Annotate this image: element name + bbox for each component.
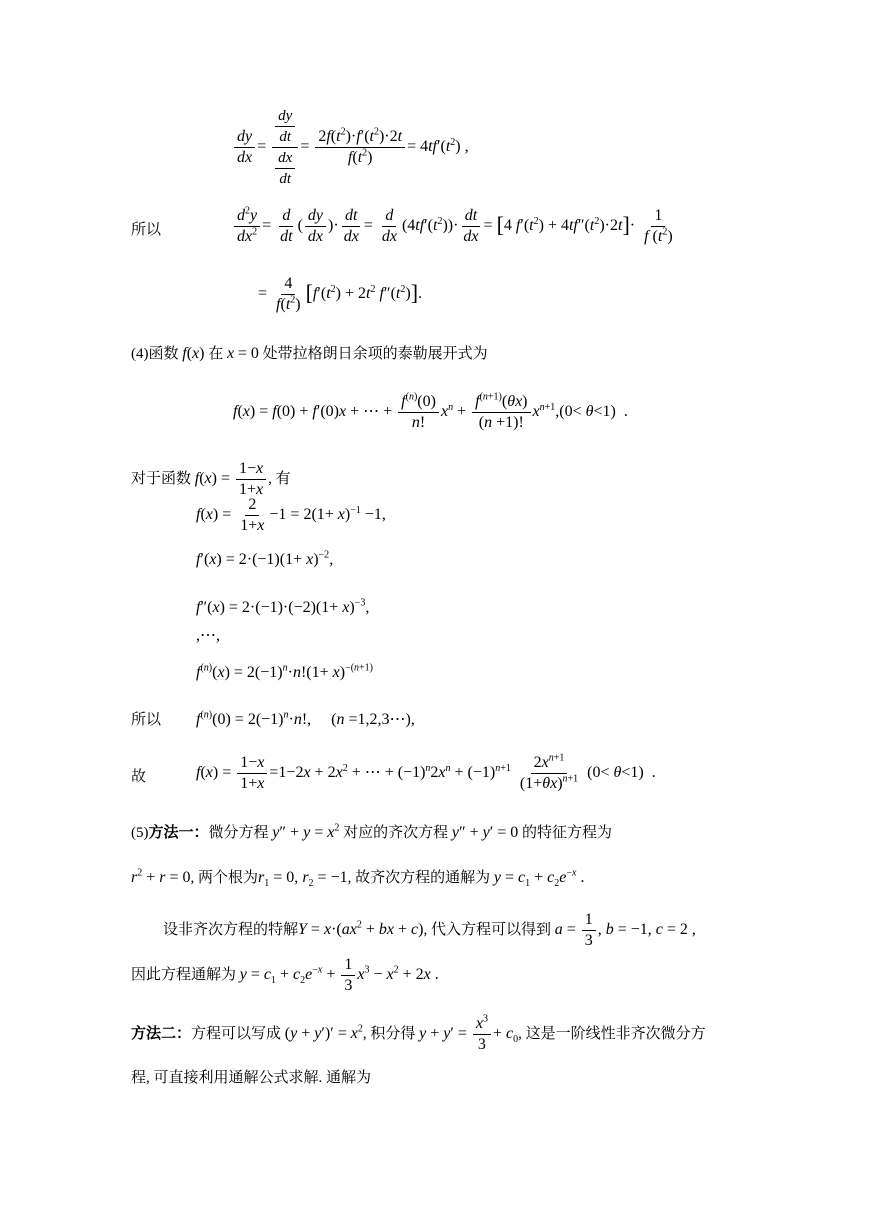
equation-f1: $f'(x) = 2\cdot(-1)(1+ x)^{-2}$, <box>196 549 334 568</box>
equation-f: f(x) = $\frac{2}{1+x}$ $-1 = 2(1+ x)^{-1} -1$, <box>196 496 386 534</box>
equation-fn0: $f^{(n)}(0) = 2(-1)^n\cdot n$!, (n =1,2,3⋯), <box>196 709 415 728</box>
equation-f2: $f''(x) = 2\cdot(-1)\cdot(-2)(1+ x)^{-3}$, <box>196 597 370 616</box>
equation-d2y-cont: = $\frac{4}{f(t^2)}$ [$f'(t^2) + 2t^2$ $f''(t^2)$]. <box>258 275 423 313</box>
p5-line4: 因此方程通解为 $y = c_1 + c_2e^{-x}$ + $\frac{1}{3}$ $x^3 - x^2 + 2x$ . <box>131 956 439 994</box>
p4-intro: (4)函数 f(x) 在 x = 0 处带拉格朗日余项的泰勒展开式为 <box>131 345 488 362</box>
equation-d2y: $\frac{d^2y}{dx^2}$ = $\frac{d}{dt}$ ( $\frac{dy}{dx}$ )· $\frac{dt}{dx}$ = $\frac{d}{dx}$ $(4tf'(t^2))\cdot$ $\frac{dt}{dx}$ = [4 $f'(t^2) + 4tf''(t^2)\cdot 2t]\cdot$ $\frac{1}{f (t^2)}$ <box>232 206 678 247</box>
equation-dydx: $\frac{dy}{dx}$ = $\frac{\frac{dy}{dt}}{\frac{dx}{dt}}$ = $\frac{2f(t^2)\cdot f'(t^2)\cdot 2t}{f(t^2)}$ = $4tf'(t^2)$ , <box>232 106 469 189</box>
equation-dots: ,⋯, <box>196 627 220 644</box>
label-suoyi-1: 所以 <box>131 222 162 238</box>
method2-label: 方法二： <box>131 1026 192 1043</box>
label-gu: 故 <box>131 769 147 785</box>
method1-label: 方法一： <box>148 825 209 841</box>
p5-line2: $r^2 + r = 0$, 两个根为$r_1 = 0$, $r_2 = -1$, 故齐次方程的通解为 $y = c_1 + c_2e^{-x}$ . <box>131 867 585 890</box>
equation-fn: $f^{(n)}(x) = 2(-1)^n\cdot n!(1+ x)^{-(n+1)}$ <box>196 662 374 681</box>
p5-line6: 程, 可直接利用通解公式求解. 通解为 <box>131 1070 372 1086</box>
p5-line1: (5)方法一：微分方程 $y'' + y = x^2$ 对应的齐次方程 y″ + y′ = 0 的特征方程为 <box>131 822 613 841</box>
p5-line3: 设非齐次方程的特解$Y = x\cdot(ax^2$ + bx + c), 代入方程可以得到 a = $\frac{1}{3}$ , b = −1, c = 2 , <box>163 911 696 949</box>
p5-line5: 方法二：方程可以写成 $(y + y')' = x^2$, 积分得 y + y′ = $\frac{x^3}{3}$ + $c_0$, 这是一阶线性非齐次微分方 <box>131 1013 706 1053</box>
label-suoyi-2: 所以 <box>131 712 162 728</box>
equation-taylor: f(x) = f(0) + f′(0)x + ⋯ + $\frac{f^{(n)}(0)}{n!}$ $x^n$ + $\frac{f^{(n+1)}(\theta x)}{(n +1)!}$ $x^{n+1},(0< \theta<1)$ . <box>233 391 628 431</box>
p4-func-line: 对于函数 f(x) = $\frac{1-x}{1+x}$ , 有 <box>131 460 291 498</box>
equation-final: f(x) = $\frac{1-x}{1+x}$ $=1-2x + 2x^2$ + ⋯ + $(-1)^n2x^n + (-1)^{n+1}$ $\frac{2x^{n+1}}{(1+\theta x)^{n+1}}$ (0< θ<1) . <box>196 752 656 792</box>
